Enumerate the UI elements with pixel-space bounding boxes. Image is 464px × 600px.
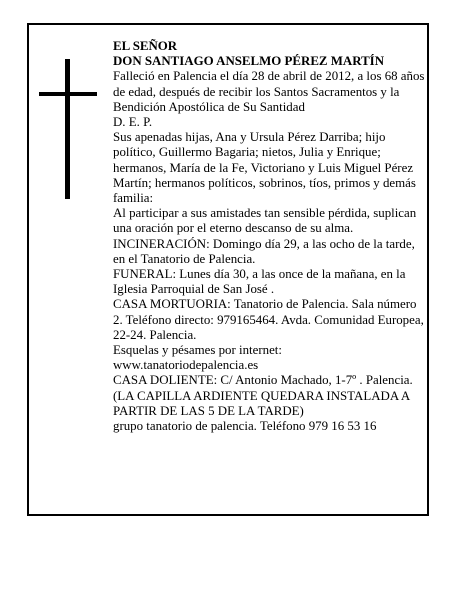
notice-header: EL SEÑOR: [113, 39, 178, 53]
cross-vertical-bar: [65, 59, 70, 199]
family-home-info: CASA DOLIENTE: C/ Antonio Machado, 1-7º . Palencia.: [113, 373, 413, 388]
obituary-notice: [27, 23, 429, 516]
funeral-info: FUNERAL: Lunes día 30, a las once de la mañana, en la Iglesia Parroquial de San José .: [113, 267, 406, 297]
death-paragraph: Falleció en Palencia el día 28 de abril de 2012, a los 68 años de edad, después de recibir los Santos Sacramentos y la Bendición Apostólica de Su Santidad: [113, 69, 425, 114]
family-paragraph: Sus apenadas hijas, Ana y Ursula Pérez Darriba; hijo político, Guillermo Bagaria; nietos, Julia y Enrique; hermanos, María de la Fe, Victoriano y Luis Miguel Pérez Martín; hermanos políticos, sobrinos, tíos, primos y demás familia:: [113, 130, 416, 206]
request-paragraph: Al participar a sus amistades tan sensible pérdida, suplican una oración por el eterno descanso de su alma.: [113, 206, 417, 236]
footer-line: grupo tanatorio de palencia. Teléfono 979 16 53 16: [113, 419, 377, 434]
cross-icon: [39, 59, 99, 199]
deceased-name: DON SANTIAGO ANSELMO PÉREZ MARTÍN: [113, 54, 384, 69]
funeral-home-info: CASA MORTUORIA: Tanatorio de Palencia. Sala número 2. Teléfono directo: 979165464. Avda. Comunidad Europea, 22-24. Palencia.: [113, 297, 424, 342]
cremation-info: INCINERACIÓN: Domingo día 29, a las ocho de la tarde, en el Tanatorio de Palencia.: [113, 236, 415, 266]
cross-horizontal-bar: [39, 92, 97, 96]
notice-text: [113, 39, 427, 434]
rip-line: D. E. P.: [113, 115, 153, 130]
condolences-info: Esquelas y pésames por internet: www.tanatoriodepalencia.es: [113, 343, 282, 373]
chapel-note: (LA CAPILLA ARDIENTE QUEDARA INSTALADA A PARTIR DE LAS 5 DE LA TARDE): [113, 388, 410, 418]
